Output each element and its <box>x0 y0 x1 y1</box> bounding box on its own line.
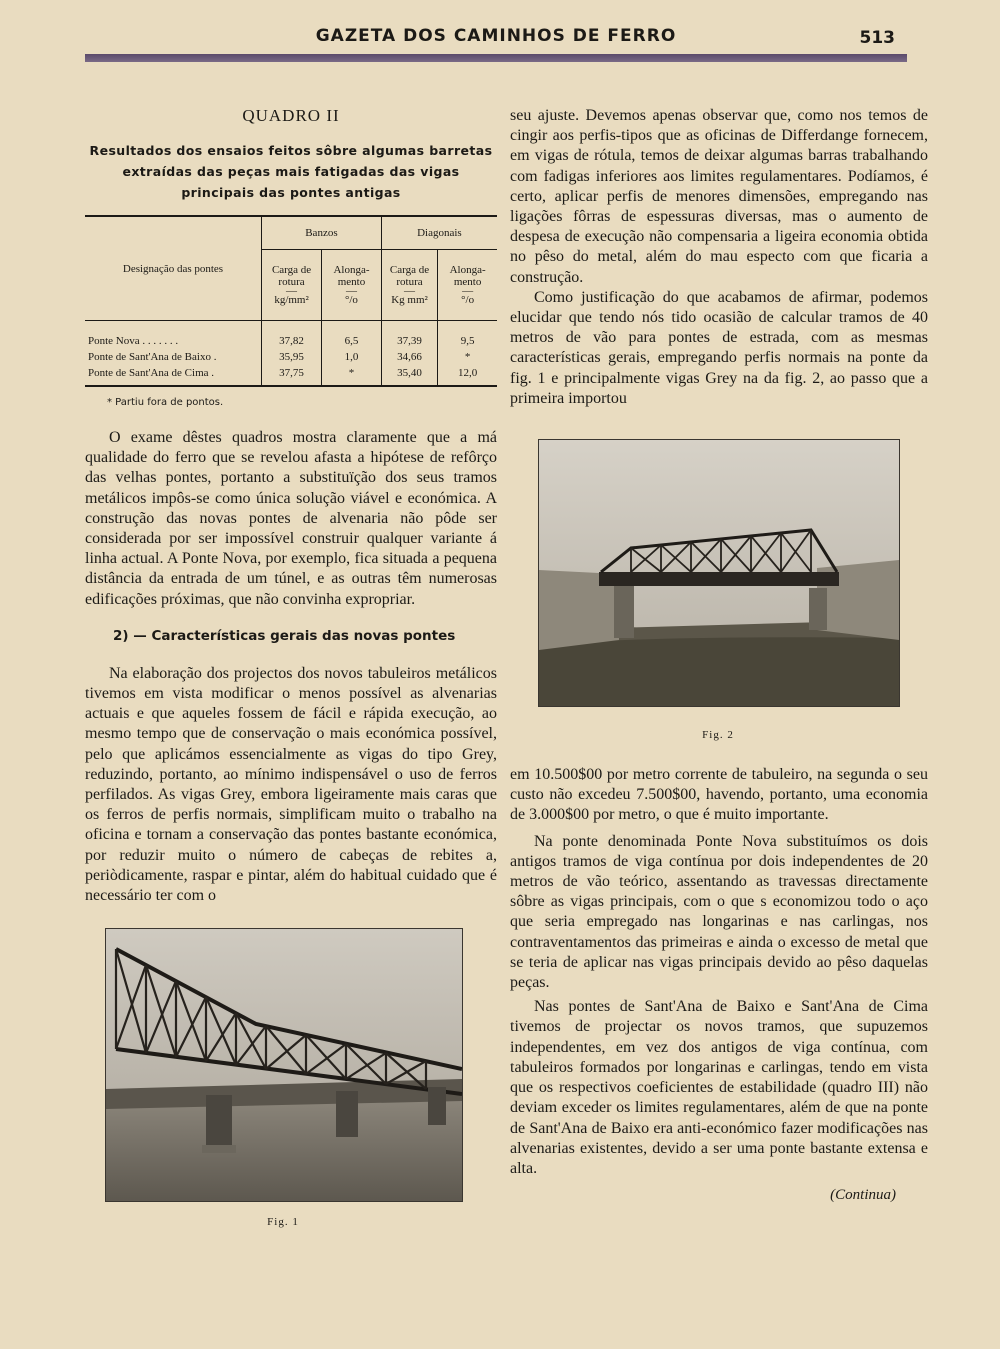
banzos-carga-label: Carga de rotura <box>271 264 312 288</box>
fig1-label: Fig. 1 <box>267 1216 299 1229</box>
fig2-label: Fig. 2 <box>702 729 734 742</box>
row-diag-carga: 34,66 <box>381 349 437 365</box>
page-header <box>85 26 907 50</box>
row-banzos-along: 6,5 <box>322 321 382 350</box>
row-banzos-carga: 37,75 <box>262 365 322 386</box>
row-diag-carga: 35,40 <box>381 365 437 386</box>
table-row <box>85 365 497 386</box>
table-caption: Resultados dos ensaios feitos sôbre algumas barretas extraídas das peças mais fatigadas das vigas principais das pontes antigas <box>89 143 493 200</box>
banzos-along-header <box>322 250 382 321</box>
row-name: Ponte de Sant'Ana de Cima . <box>88 367 215 379</box>
row-banzos-along: * <box>322 365 382 386</box>
diag-carga-header <box>381 250 437 321</box>
diag-along-label: Alonga- mento <box>449 264 486 288</box>
right-paragraph-3: em 10.500$00 por metro corrente de tabuleiro, na segunda o seu custo não excedeu 7.500$00, havendo, portanto, uma economia de 3.000$00 por metro, o que é muito importante. <box>510 766 928 824</box>
banzos-carga-dash: — <box>286 285 298 297</box>
diag-carga-dash: — <box>404 285 416 297</box>
group-diagonais-header: Diagonais <box>381 216 497 250</box>
section-heading: 2) — Características gerais das novas pontes <box>113 627 456 644</box>
journal-title: GAZETA DOS CAMINHOS DE FERRO <box>315 26 677 46</box>
results-table <box>85 215 497 387</box>
diag-along-unit: °/o <box>461 294 475 306</box>
fig2-bridge-image <box>539 440 899 706</box>
left-paragraph-2: Na elaboração dos projectos dos novos tabuleiros metálicos tivemos em vista modificar o menos possível as alvenarias actuais e que aqueles fossem de fácil e rápida execução, ao mesmo tempo que de conservação o mais económica possível, pelo que aplicámos essencialmente as vigas do tipo Grey, reduzindo, portanto, ao mínimo indispensável o uso de ferros perfilados. As vigas Grey, embora ligeiramente mais caras que os ferros de perfis normais, simplificam muito o trabalho na oficina e tornam a conservação das pontes bastante económica, por reduzir muito o número de cabeças de rebites a, periòdicamente, raspar e pintar, além do habitual cuidado que é necessário ter com o <box>85 664 497 905</box>
diag-along-dash: — <box>462 285 474 297</box>
left-column <box>85 100 497 1228</box>
table-title: QUADRO II <box>242 106 340 125</box>
row-name: Ponte Nova . . . . . . . <box>88 335 179 347</box>
banzos-carga-header <box>262 250 322 321</box>
left-paragraph-1: O exame dêstes quadros mostra claramente que a má qualidade do ferro que se revelou afasta a hipótese de refôrço das velhas pontes, portanto a substituïção dos seus tramos metálicos impôs-se como única solução viável e económica. A construção das novas pontes de alvenaria não pôde ser considerada por ser impossível construir qualquer variante á linha actual. A Ponte Nova, por exemplo, fica situada a pequena distância da entrada de um túnel, e as outras têm numerosas edificações próximas, que não convinha expropriar. <box>85 429 497 608</box>
fig1-bridge-photo <box>105 928 463 1202</box>
page-number: 513 <box>859 28 895 48</box>
group-banzos-header: Banzos <box>262 216 382 250</box>
row-diag-along: * <box>438 349 497 365</box>
table-footnote: * Partiu fora de pontos. <box>107 397 224 408</box>
banzos-carga-unit: kg/mm² <box>274 294 309 306</box>
banzos-along-dash: — <box>345 285 357 297</box>
right-paragraph-2: Como justificação do que acabamos de afirmar, podemos elucidar que tendo nós tido ocasião de calcular tramos de 40 metros de vão para pontes de estrada, com as mesmas características gerais, empregando perfis normais na ponte da fig. 1 e principalmente vigas Grey na da fig. 2, ao passo que a primeira importou <box>510 288 928 407</box>
header-rule <box>85 54 907 62</box>
right-paragraph-1: seu ajuste. Devemos apenas observar que, como nos temos de cingir aos perfis-tipos que as oficinas de Differdange fornecem, em vigas de rótula, temos de deixar algumas barras trabalhando com fadigas inferiores aos limites regulamentares. Podíamos, é certo, aplicar perfis de menores dimensões, empregando nas ligações fôrras de espessuras diversas, mas o aumento de despesa de execução não compensaria a ligeira economia obtida no pêso do metal, além do mau especto com que ficaria a construção. <box>510 107 928 286</box>
fig1-bridge-image <box>106 929 462 1201</box>
diag-carga-unit: Kg mm² <box>391 294 428 306</box>
right-column <box>510 106 928 1204</box>
row-diag-carga: 37,39 <box>381 321 437 350</box>
table-row <box>85 349 497 365</box>
right-paragraph-4: Na ponte denominada Ponte Nova substituímos os dois antigos tramos de viga contínua por dois independentes de 20 metros de vão teórico, assentando as travessas directamente sôbre as vigas principais, com o que s economizou todo o aço que seria empregado nas longarinas e nas carlingas, nos contraventamentos das primeiras e ainda o excesso de metal que se teria de aplicar nas vigas principais devido ao pêso daquelas peças. <box>510 832 928 992</box>
banzos-along-unit: °/o <box>344 294 358 306</box>
row-banzos-carga: 37,82 <box>262 321 322 350</box>
banzos-along-label: Alonga- mento <box>333 264 370 288</box>
diag-carga-label: Carga de rotura <box>389 264 430 288</box>
continued-note: (Continua) <box>830 1187 896 1204</box>
row-banzos-carga: 35,95 <box>262 349 322 365</box>
col-designation-header: Designação das pontes <box>85 216 262 321</box>
row-name: Ponte de Sant'Ana de Baixo . <box>88 351 217 363</box>
fig2-bridge-photo <box>538 439 900 707</box>
table-row <box>85 321 497 350</box>
row-banzos-along: 1,0 <box>322 349 382 365</box>
row-diag-along: 9,5 <box>438 321 497 350</box>
diag-along-header <box>438 250 497 321</box>
row-diag-along: 12,0 <box>438 365 497 386</box>
right-paragraph-5: Nas pontes de Sant'Ana de Baixo e Sant'Ana de Cima tivemos de projectar os novos tramos, que supuzemos independentes, em vez dos antigos de viga contínua, com tabuleiros formados por longarinas e carlingas, tendo em vista que os respectivos coeficientes de estabilidade (quadro III) não deviam exceder os limites regulamentares, além de que na ponte de Sant'Ana de Baixo era anti-económico fazer modificações nas alvenarias existentes, devido a ser uma ponte bastante extensa e alta. <box>510 998 928 1177</box>
